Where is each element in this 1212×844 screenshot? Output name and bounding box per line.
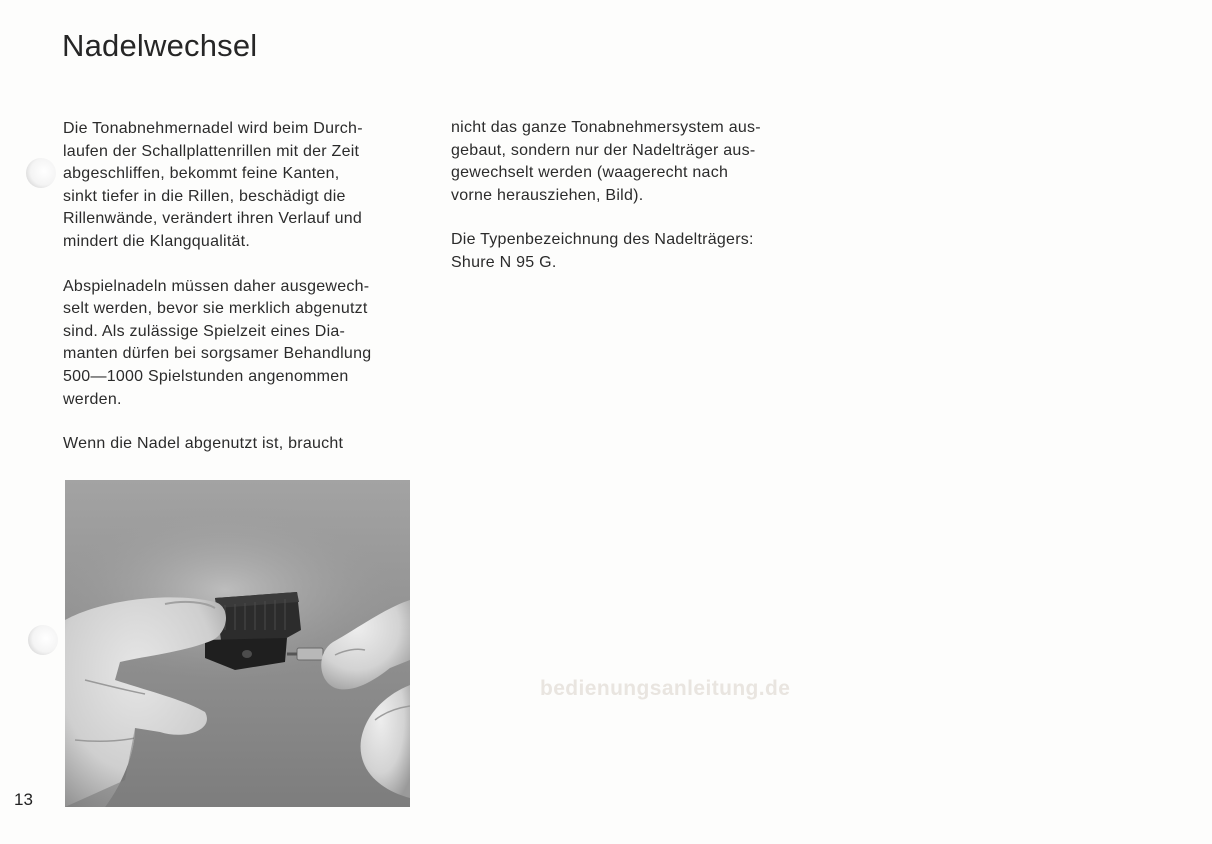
paragraph: Die Tonabnehmernadel wird beim Durch- laufen der Schallplattenrillen mit der Zeit abgeschliffen, bekommt feine Kanten, sinkt tiefer in die Rillen, beschädigt die Rillenwände, verändert ihren Verlauf und mindert die Klangqualität. xyxy=(63,120,363,250)
paragraph: nicht das ganze Tonabnehmersystem aus- gebaut, sondern nur der Nadelträger aus- gewechselt werden (waagerecht nach vorne herausziehen, Bild). xyxy=(451,119,761,204)
page-number: 13 xyxy=(14,790,33,809)
punch-hole xyxy=(28,625,58,655)
paragraph: Die Typenbezeichnung des Nadelträgers: Shure N 95 G. xyxy=(451,231,754,271)
paragraph: Wenn die Nadel abgenutzt ist, braucht xyxy=(63,435,344,453)
punch-hole xyxy=(26,158,56,188)
paragraph: Abspielnadeln müssen daher ausgewech- selt werden, bevor sie merklich abgenutzt sind. Als zulässige Spielzeit eines Dia- manten dürfen bei sorgsamer Behandlung 500—1000 Spielstunden angenommen werden. xyxy=(63,277,372,408)
needle-replacement-photo xyxy=(65,480,410,807)
left-text-column xyxy=(63,118,413,478)
watermark: bedienungsanleitung.de xyxy=(540,677,791,700)
right-text-column xyxy=(451,117,811,297)
page-title: Nadelwechsel xyxy=(62,28,258,63)
